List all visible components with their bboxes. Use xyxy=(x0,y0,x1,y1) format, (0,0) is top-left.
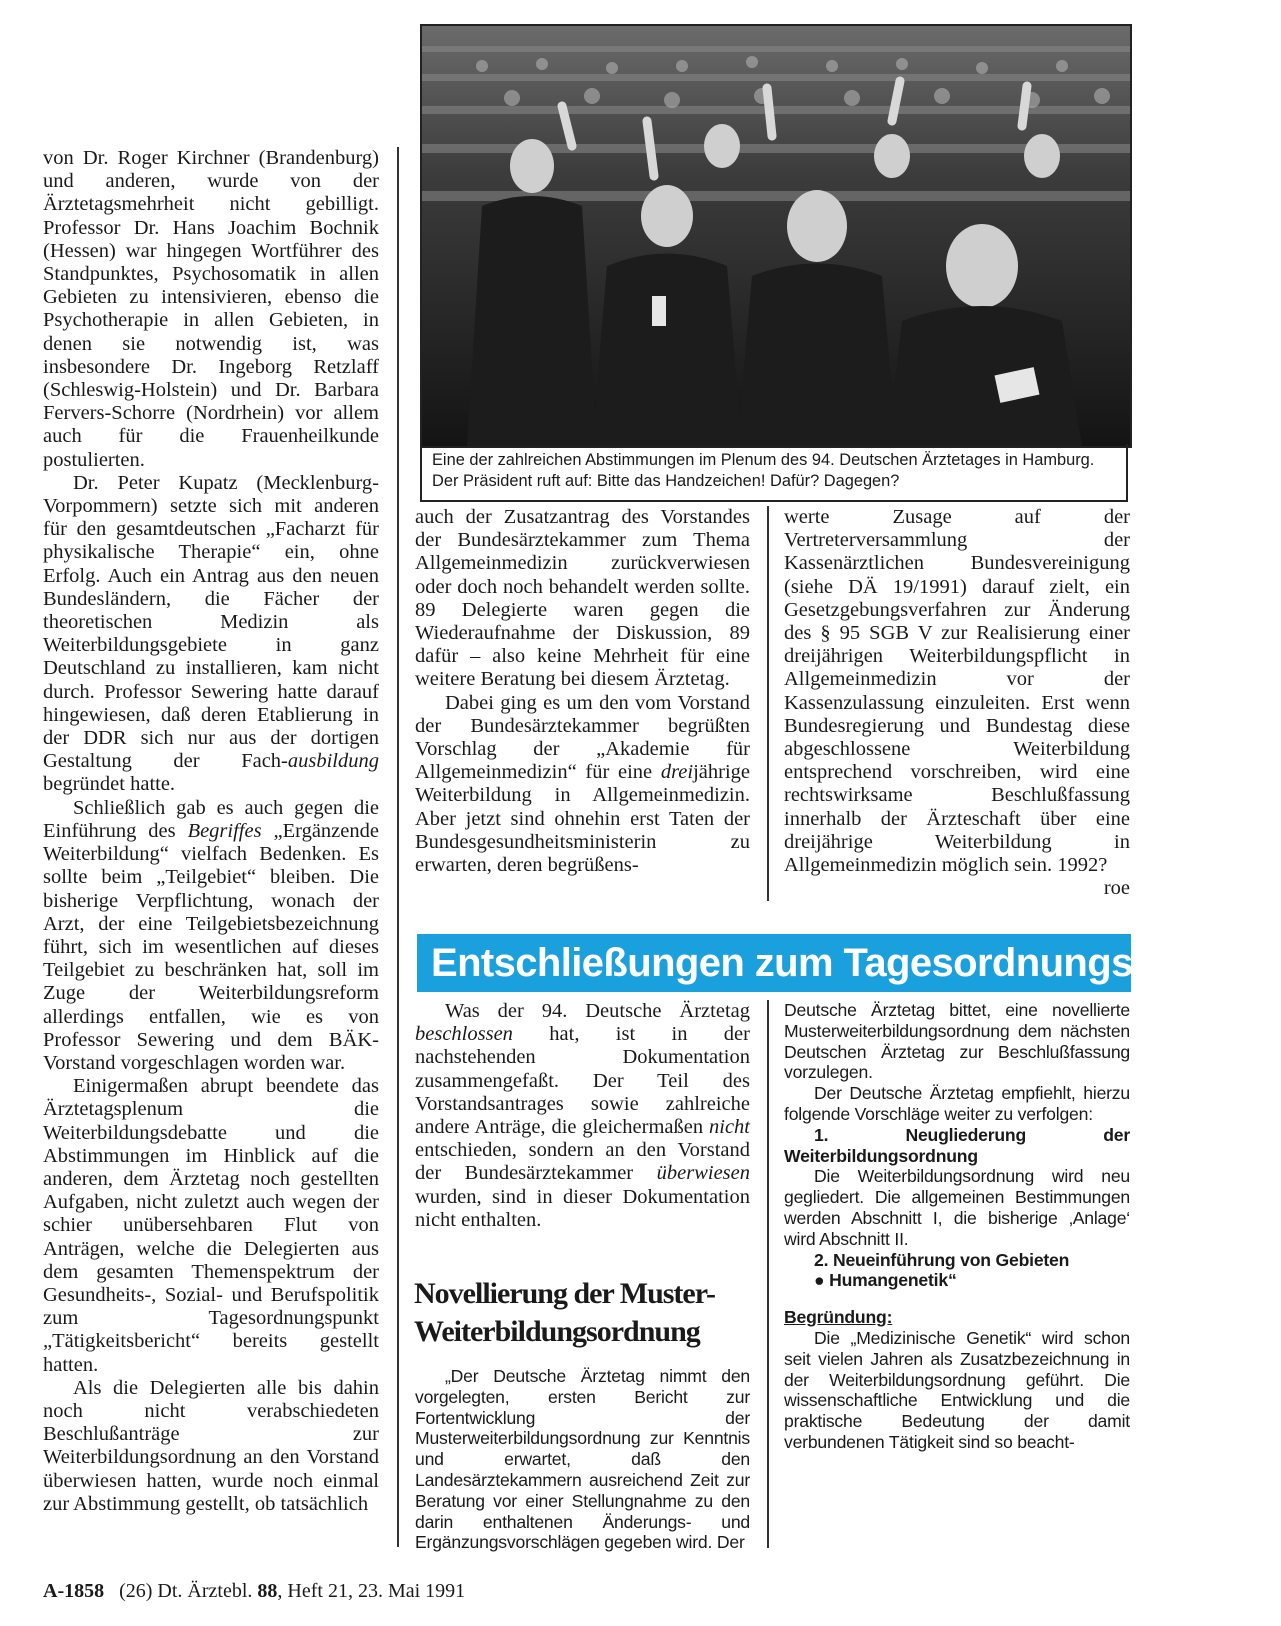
quote-paragraph: „Der Deutsche Ärztetag nimmt den vorgelegten, ersten Bericht zur Fortentwicklung der Musterweiterbildungsordnung zur Kenntnis und erwartet, daß den Landesärztekammern ausreichend Zeit zur Beratung vor einer Stellungnahme zu den darin enthaltenen Änderungs- und Ergänzungsvorschlägen gegeben wird. Der xyxy=(415,1366,750,1553)
column-divider xyxy=(767,1000,769,1548)
intro-paragraph: Was der 94. Deutsche Ärztetag beschlossen hat, ist in der nachstehenden Dokumentation zusammengefaßt. Der Teil des Vorstandsantrages sowie zahlreiche andere Anträge, die gleichermaßen nicht entschieden, sondern an den Vorstand der Bundesärztekammer überwiesen wurden, sind in dieser Dokumentation nicht enthalten. xyxy=(415,1000,750,1231)
column-divider xyxy=(767,506,769,901)
paragraph: Einigermaßen abrupt beendete das Ärztetagsplenum die Weiterbildungsdebatte und die Abstimmungen im Hinblick auf die anderen, dem Ärztetag noch gestellten Aufgaben, nicht zuletzt auch wegen der schier unübersehbaren Flut von Anträgen, welche die Delegierten aus dem gesamten Themenspektrum der Gesundheits-, Sozial- und Berufspolitik zum Tagesordnungspunkt „Tätigkeitsbericht“ bereits gestellt hatten. xyxy=(43,1075,379,1376)
section-heading: Novellierung der Muster-Weiterbildungsordnung xyxy=(414,1277,715,1348)
middle-column-bottom xyxy=(415,1000,750,1232)
photo-caption: Eine der zahlreichen Abstimmungen im Plenum des 94. Deutschen Ärztetages in Hamburg. Der Präsident ruft auf: Bitte das Handzeichen! Dafür? Dagegen? xyxy=(420,444,1128,502)
footer-volume: 88 xyxy=(257,1580,278,1602)
subheading: 2. Neueinführung von Gebieten xyxy=(814,1249,1070,1270)
plenum-photo-image xyxy=(422,26,1130,446)
column-divider xyxy=(397,147,399,1547)
paragraph: Schließlich gab es auch gegen die Einführung des Begriffes „Ergänzende Weiterbildung“ vielfach Bedenken. Es sollte beim „Teilgebiet“ bleiben. Die bisherige Verpflichtung, wonach der Arzt, der eine Teilgebietsbezeichnung führt, sich im wesentlichen auf dieses Teilgebiet zu beschränken hat, soll im Zuge der Weiterbildungsreform allerdings entfallen, wie es von Professor Sewering und dem BÄK-Vorstand vorgeschlagen worden war. xyxy=(43,796,379,1074)
paragraph: Als die Delegierten alle bis dahin noch nicht verabschiedeten Beschlußanträge zur Weiterbildungsordnung an den Vorstand überwiesen hatten, wurde noch einmal zur Abstimmung gestellt, ob tatsächlich xyxy=(43,1376,379,1515)
paragraph: Die „Medizinische Genetik“ wird schon seit vielen Jahren als Zusatzbezeichnung in der Weiterbildungsordnung geführt. Die wissenschaftliche Entwicklung und die praktische Bedeutung der damit verbundenen Tätigkeit sind so beacht- xyxy=(784,1327,1130,1452)
section-banner: Entschließungen zum Tagesordnungspunkt III xyxy=(417,934,1131,992)
paragraph: werte Zusage auf der Vertreterversammlung der Kassenärztlichen Bundesvereinigung (siehe DÄ 19/1991) darauf zielt, ein Gesetzgebungsverfahren zur Änderung des § 95 SGB V zur Realisierung einer dreijährigen Weiterbildungspflicht in Allgemeinmedizin vor der Kassenzulassung einzuleiten. Erst wenn Bundesregierung und Bundestag diese abgeschlossene Weiterbildung entsprechend vorschreiben, wird eine rechtswirksame Beschlußfassung innerhalb der Ärzteschaft über eine dreijährige Weiterbildung in Allgemeinmedizin möglich sein. 1992? roe xyxy=(784,506,1130,900)
left-column xyxy=(43,147,379,1516)
page-footer xyxy=(43,1580,465,1603)
footer-issue: , Heft 21, 23. Mai 1991 xyxy=(277,1580,466,1602)
author-signature: roe xyxy=(1103,877,1130,900)
middle-column-quote xyxy=(415,1366,750,1553)
paragraph: auch der Zusatzantrag des Vorstandes der Bundesärztekammer zum Thema Allgemeinmedizin zurückverwiesen oder doch noch behandelt werden sollte. 89 Delegierte waren gegen die Wiederaufnahme der Diskussion, 89 dafür – also keine Mehrheit für eine weitere Beratung bei diesem Ärztetag. xyxy=(415,506,750,691)
paragraph: von Dr. Roger Kirchner (Brandenburg) und anderen, wurde von der Ärztetagsmehrheit nicht gebilligt. Professor Dr. Hans Joachim Bochnik (Hessen) war hingegen Wortführer des Standpunktes, Psychosomatik in allen Gebieten zu intensivieren, ebenso die Psychotherapie in allen Gebieten, in denen sie notwendig ist, was insbesondere Dr. Ingeborg Retzlaff (Schleswig-Holstein) und Dr. Barbara Fervers-Schorre (Nordrhein) vor allem auch für die Frauenheilkunde postulierten. xyxy=(43,147,379,471)
middle-column-top xyxy=(415,506,750,877)
paragraph: Der Deutsche Ärztetag empfiehlt, hierzu folgende Vorschläge weiter zu verfolgen: xyxy=(784,1083,1130,1124)
subheading: 1. Neugliederung der Weiterbildungsordnung xyxy=(784,1124,1130,1166)
right-column-top xyxy=(784,506,1130,900)
paragraph: Dabei ging es um den vom Vorstand der Bundesärztekammer begrüßten Vorschlag der „Akademie für Allgemeinmedizin“ für eine dreijährige Weiterbildung in Allgemeinmedizin. Aber jetzt sind ohnehin erst Taten der Bundesgesundheitsministerin zu erwarten, deren begrüßens- xyxy=(415,691,750,877)
right-column-bottom xyxy=(784,1000,1130,1453)
plenum-photo xyxy=(420,24,1132,448)
subheading: ● Humangenetik“ xyxy=(814,1270,957,1291)
subheading: Begründung: xyxy=(784,1307,893,1328)
paragraph: Dr. Peter Kupatz (Mecklenburg-Vorpommern) setzte sich mit anderen für den gesamtdeutschen „Facharzt für physikalische Therapie“ ein, ohne Erfolg. Auch ein Antrag aus den neuen Bundesländern, die Fächer der theoretischen Medizin als Weiterbildungsgebiete in ganz Deutschland zu installieren, kam nicht durch. Professor Sewering hatte darauf hingewiesen, daß deren Etablierung in der DDR sich nur aus der dortigen Gestaltung der Fach-ausbildung begründet hatte. xyxy=(43,471,379,796)
paragraph: Die Weiterbildungsordnung wird neu gegliedert. Die allgemeinen Bestimmungen werden Abschnitt I, die bisherige ‚Anlage‘ wird Abschnitt II. xyxy=(784,1166,1130,1249)
page-number: A-1858 xyxy=(43,1580,105,1602)
paragraph: Deutsche Ärztetag bittet, eine novellierte Musterweiterbildungsordnung dem nächsten Deutschen Ärztetag zur Beschlußfassung vorzulegen. xyxy=(784,1000,1130,1083)
footer-citation: (26) Dt. Ärztebl. xyxy=(119,1580,258,1602)
